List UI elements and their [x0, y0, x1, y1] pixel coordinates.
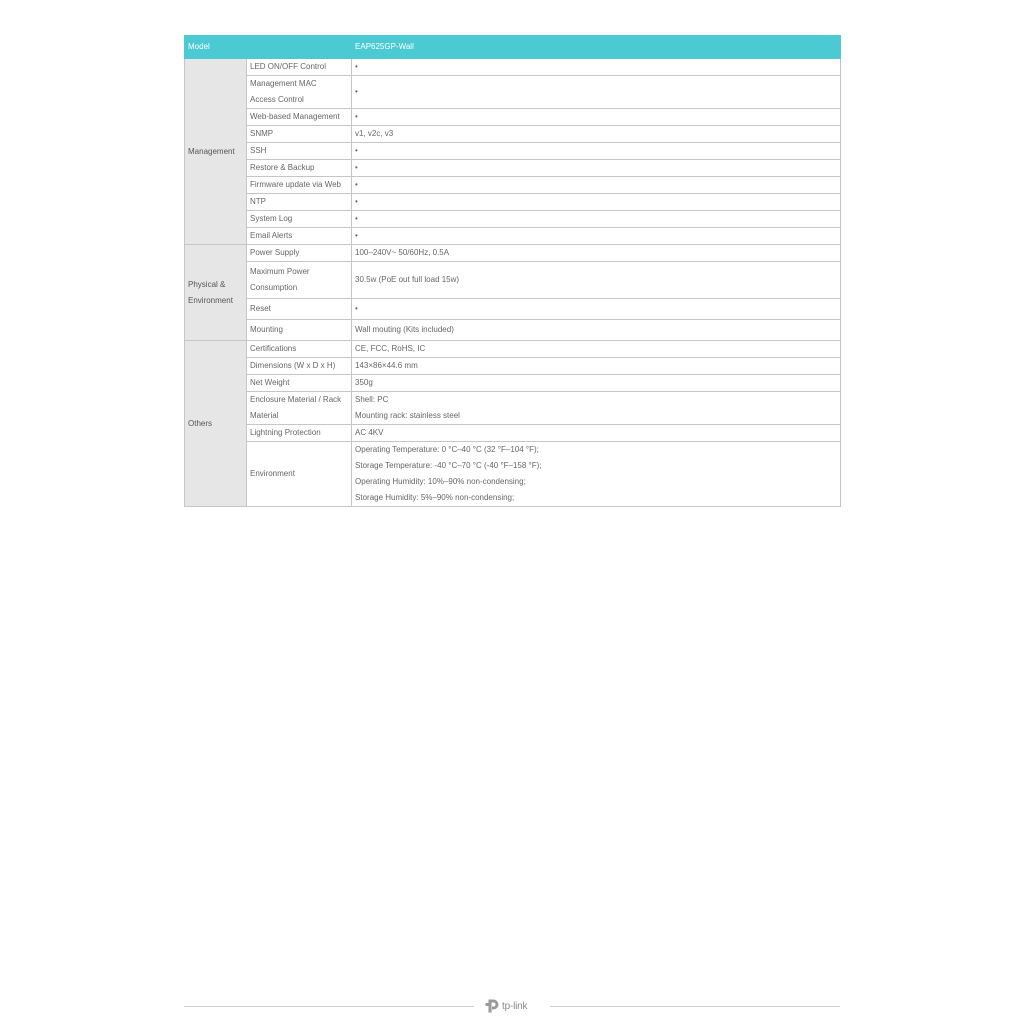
footer-rule-left [184, 1006, 474, 1007]
feature-line: Access Control [250, 95, 304, 104]
table-row [185, 442, 841, 507]
table-row [185, 160, 841, 177]
value-line: Storage Humidity: 5%–90% non-condensing; [355, 493, 515, 502]
table-row [185, 392, 841, 425]
value-cell: • [352, 211, 841, 228]
value-cell: 100–240V~ 50/60Hz, 0.5A [352, 245, 841, 262]
page-footer [184, 996, 840, 1016]
feature-cell: SNMP [247, 126, 352, 143]
table-row [185, 299, 841, 320]
value-cell: • [352, 177, 841, 194]
table-header-row [185, 36, 841, 59]
feature-cell: Net Weight [247, 375, 352, 392]
table-row [185, 320, 841, 341]
category-physical-environment [185, 245, 247, 341]
category-line: Physical & [188, 279, 226, 289]
table-row [185, 358, 841, 375]
value-cell: Wall mouting (Kits included) [352, 320, 841, 341]
table-row [185, 262, 841, 299]
table-row [185, 425, 841, 442]
value-cell: • [352, 109, 841, 126]
feature-cell: LED ON/OFF Control [247, 59, 352, 76]
feature-cell: Firmware update via Web [247, 177, 352, 194]
value-cell: 30.5w (PoE out full load 15w) [352, 262, 841, 299]
feature-cell: Lightning Protection [247, 425, 352, 442]
feature-line: Management MAC [250, 79, 317, 88]
spec-table [184, 35, 841, 507]
feature-cell: Email Alerts [247, 228, 352, 245]
value-cell: AC 4KV [352, 425, 841, 442]
category-line: Environment [188, 295, 233, 305]
feature-cell: NTP [247, 194, 352, 211]
table-row [185, 194, 841, 211]
value-line: Mounting rack: stainless steel [355, 411, 460, 420]
feature-cell: SSH [247, 143, 352, 160]
brand-logo [484, 996, 544, 1016]
feature-cell: System Log [247, 211, 352, 228]
value-cell [352, 442, 841, 507]
value-cell: CE, FCC, RoHS, IC [352, 341, 841, 358]
category-management: Management [185, 59, 247, 245]
value-cell: v1, v2c, v3 [352, 126, 841, 143]
feature-cell: Web-based Management [247, 109, 352, 126]
table-row [185, 228, 841, 245]
table-row [185, 375, 841, 392]
table-row [185, 211, 841, 228]
feature-line: Material [250, 411, 279, 420]
value-cell: 143×86×44.6 mm [352, 358, 841, 375]
feature-line: Consumption [250, 283, 298, 292]
feature-cell [247, 262, 352, 299]
value-cell: • [352, 143, 841, 160]
value-cell: • [352, 299, 841, 320]
value-cell: • [352, 194, 841, 211]
tp-link-logo-icon [484, 998, 500, 1014]
feature-cell: Reset [247, 299, 352, 320]
value-line: Operating Humidity: 10%–90% non-condensing; [355, 477, 526, 486]
value-cell: 350g [352, 375, 841, 392]
table-row [185, 126, 841, 143]
feature-cell: Restore & Backup [247, 160, 352, 177]
feature-cell: Power Supply [247, 245, 352, 262]
model-label: Model [185, 36, 352, 59]
value-cell: • [352, 160, 841, 177]
feature-cell: Mounting [247, 320, 352, 341]
value-line: Storage Temperature: -40 °C–70 °C (-40 °F–158 °F); [355, 461, 542, 470]
feature-cell: Dimensions (W x D x H) [247, 358, 352, 375]
value-cell: • [352, 76, 841, 109]
value-line: Shell: PC [355, 395, 389, 404]
value-cell [352, 392, 841, 425]
model-value: EAP625GP-Wall [352, 36, 841, 59]
feature-cell: Certifications [247, 341, 352, 358]
table-row [185, 59, 841, 76]
table-row [185, 109, 841, 126]
value-cell: • [352, 228, 841, 245]
table-row [185, 177, 841, 194]
value-line: Operating Temperature: 0 °C–40 °C (32 °F–104 °F); [355, 445, 539, 454]
feature-cell [247, 76, 352, 109]
feature-line: Enclosure Material / Rack [250, 395, 342, 404]
table-row [185, 245, 841, 262]
brand-name: tp-link [502, 1000, 528, 1012]
feature-cell [247, 392, 352, 425]
feature-line: Maximum Power [250, 267, 310, 276]
category-others: Others [185, 341, 247, 507]
table-row [185, 76, 841, 109]
table-row [185, 143, 841, 160]
feature-cell: Environment [247, 442, 352, 507]
footer-rule-right [550, 1006, 840, 1007]
table-row [185, 341, 841, 358]
value-cell: • [352, 59, 841, 76]
